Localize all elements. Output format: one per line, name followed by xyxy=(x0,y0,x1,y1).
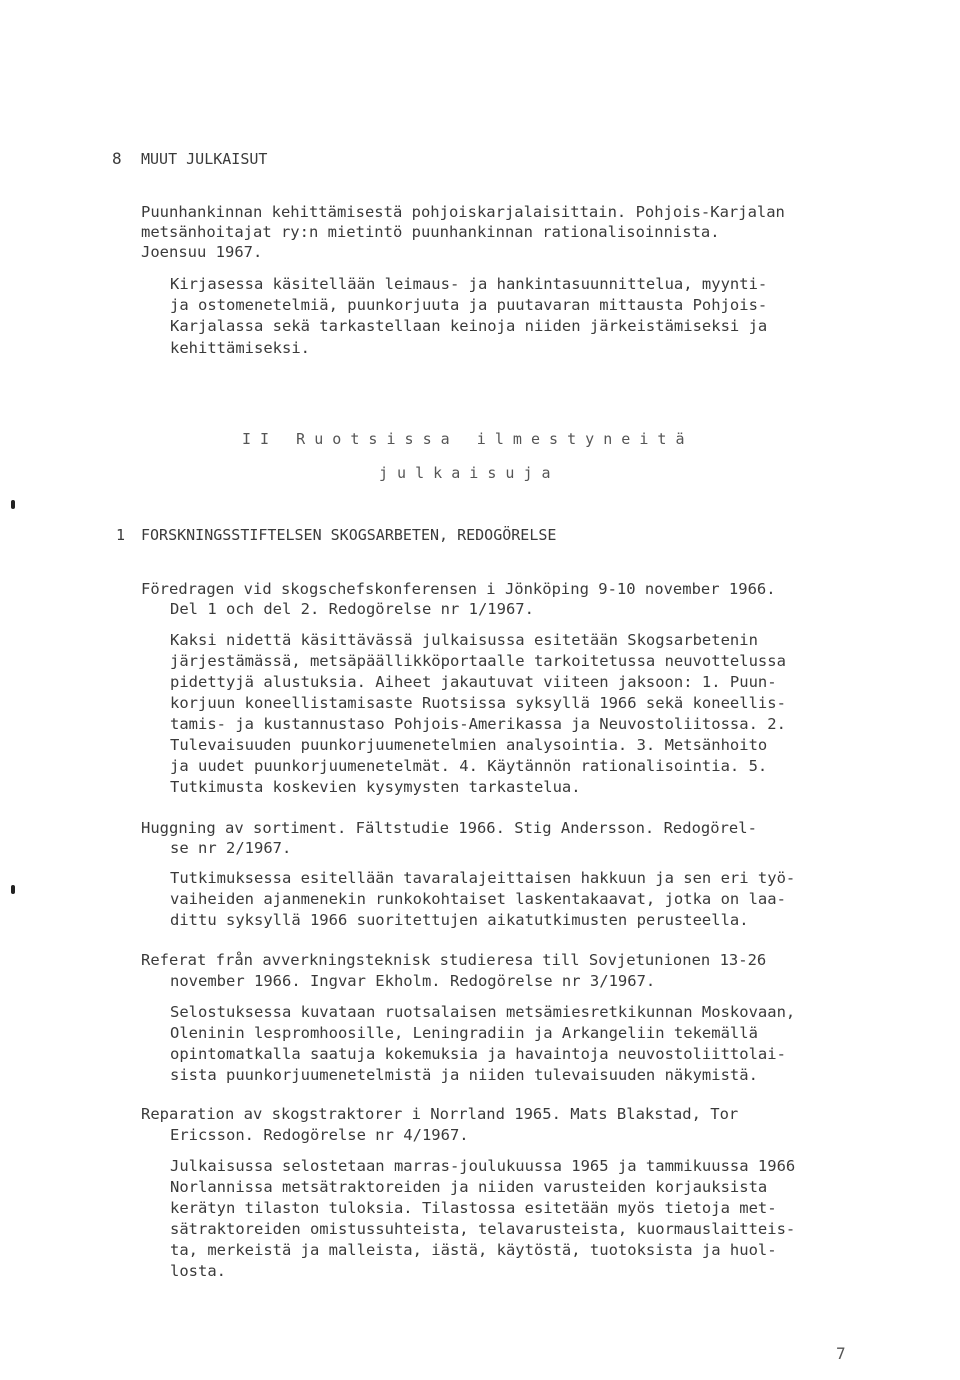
entry-summary-line: sätraktoreiden omistussuhteista, telavarusteista, kuormauslaitteis- xyxy=(170,1220,796,1238)
entry-title-line: Reparation av skogstraktorer i Norrland 1965. Mats Blakstad, Tor xyxy=(141,1105,739,1123)
entry-title-line: Ericsson. Redogörelse nr 4/1967. xyxy=(170,1126,469,1144)
entry-summary-line: Selostuksessa kuvataan ruotsalaisen metsämiesretkikunnan Moskovaan, xyxy=(170,1003,796,1021)
entry-title-line: Huggning av sortiment. Fältstudie 1966. Stig Andersson. Redogörel- xyxy=(141,819,757,837)
entry-summary-line: kerätyn tilaston tuloksia. Tilastossa esitetään myös tietoja met- xyxy=(170,1199,777,1217)
subsection-title: FORSKNINGSSTIFTELSEN SKOGSARBETEN, REDOGÖRELSE xyxy=(141,526,557,544)
entry-summary-line: dittu syksyllä 1966 suoritettujen aikatutkimusten perusteella. xyxy=(170,911,749,929)
subsection-number: 1 xyxy=(116,526,126,544)
entry-summary-line: ta, merkeistä ja malleista, iästä, käytöstä, tuotoksista ja huol- xyxy=(170,1241,777,1259)
entry-summary-line: vaiheiden ajanmenekin runkokohtaiset laskentakaavat, jotka on laa- xyxy=(170,890,786,908)
text-line: kehittämiseksi. xyxy=(170,339,310,357)
entry-title-line: Referat från avverkningsteknisk studieresa till Sovjetunionen 13-26 xyxy=(141,951,767,969)
entry-title-line: Föredragen vid skogschefskonferensen i Jönköping 9-10 november 1966. xyxy=(141,580,776,598)
entry-summary-line: Kaksi nidettä käsittävässä julkaisussa esitetään Skogsarbetenin xyxy=(170,631,758,649)
entry-summary-line: Julkaisussa selostetaan marras-joulukuussa 1965 ja tammikuussa 1966 xyxy=(170,1157,796,1175)
entry-summary-line: sista puunkorjuumenetelmistä ja niiden tulevaisuuden näkymistä. xyxy=(170,1066,758,1084)
punch-mark xyxy=(11,500,15,509)
text-line: Kirjasessa käsitellään leimaus- ja hankintasuunnittelua, myynti- xyxy=(170,275,768,293)
page-number: 7 xyxy=(836,1344,846,1363)
entry-title-line: november 1966. Ingvar Ekholm. Redogörelse nr 3/1967. xyxy=(170,972,656,990)
entry-summary-line: Tutkimusta koskevien kysymysten tarkastelua. xyxy=(170,778,581,796)
section-title: MUUT JULKAISUT xyxy=(141,150,268,168)
text-line: Karjalassa sekä tarkastellaan keinoja niiden järkeistämiseksi ja xyxy=(170,317,768,335)
entry-title-line: se nr 2/1967. xyxy=(170,839,292,857)
entry-summary-line: tamis- ja kustannustaso Pohjois-Amerikassa ja Neuvostoliitossa. 2. xyxy=(170,715,786,733)
entry-summary-line: järjestämässä, metsäpäällikköportaalle tarkoitetussa neuvottelussa xyxy=(170,652,786,670)
entry-summary-line: losta. xyxy=(170,1262,226,1280)
part-heading-line2: j u l k a i s u j a xyxy=(379,464,551,482)
entry-summary-line: pidettyjä alustuksia. Aiheet jakautuvat viiteen jaksoon: 1. Puun- xyxy=(170,673,777,691)
entry-summary-line: Oleninin lespromhoosille, Leningradiin ja Arkangeliin tekemällä xyxy=(170,1024,758,1042)
part-heading-line1: I I R u o t s i s s a i l m e s t y n e i t ä xyxy=(242,430,685,448)
entry-summary-line: opintomatkalla saatuja kokemuksia ja havaintoja neuvostoliittolai- xyxy=(170,1045,786,1063)
entry-summary-line: Norlannissa metsätraktoreiden ja niiden varusteiden korjauksista xyxy=(170,1178,768,1196)
punch-mark xyxy=(11,885,15,894)
entry-summary-line: ja uudet puunkorjuumenetelmät. 4. Käytännön rationalisointia. 5. xyxy=(170,757,768,775)
entry-summary-line: Tutkimuksessa esitellään tavaralajeittaisen hakkuun ja sen eri työ- xyxy=(170,869,796,887)
text-line: Puunhankinnan kehittämisestä pohjoiskarjalaisittain. Pohjois-Karjalan xyxy=(141,203,785,221)
entry-title-line: Del 1 och del 2. Redogörelse nr 1/1967. xyxy=(170,600,534,618)
section-number: 8 xyxy=(112,149,122,168)
text-line: metsänhoitajat ry:n mietintö puunhankinnan rationalisoinnista. xyxy=(141,223,720,241)
entry-summary-line: korjuun koneellistamisaste Ruotsissa syksyllä 1966 sekä koneellis- xyxy=(170,694,786,712)
text-line: ja ostomenetelmiä, puunkorjuuta ja puutavaran mittausta Pohjois- xyxy=(170,296,768,314)
entry-summary-line: Tulevaisuuden puunkorjuumenetelmien analysointia. 3. Metsänhoito xyxy=(170,736,768,754)
text-line: Joensuu 1967. xyxy=(141,243,263,261)
